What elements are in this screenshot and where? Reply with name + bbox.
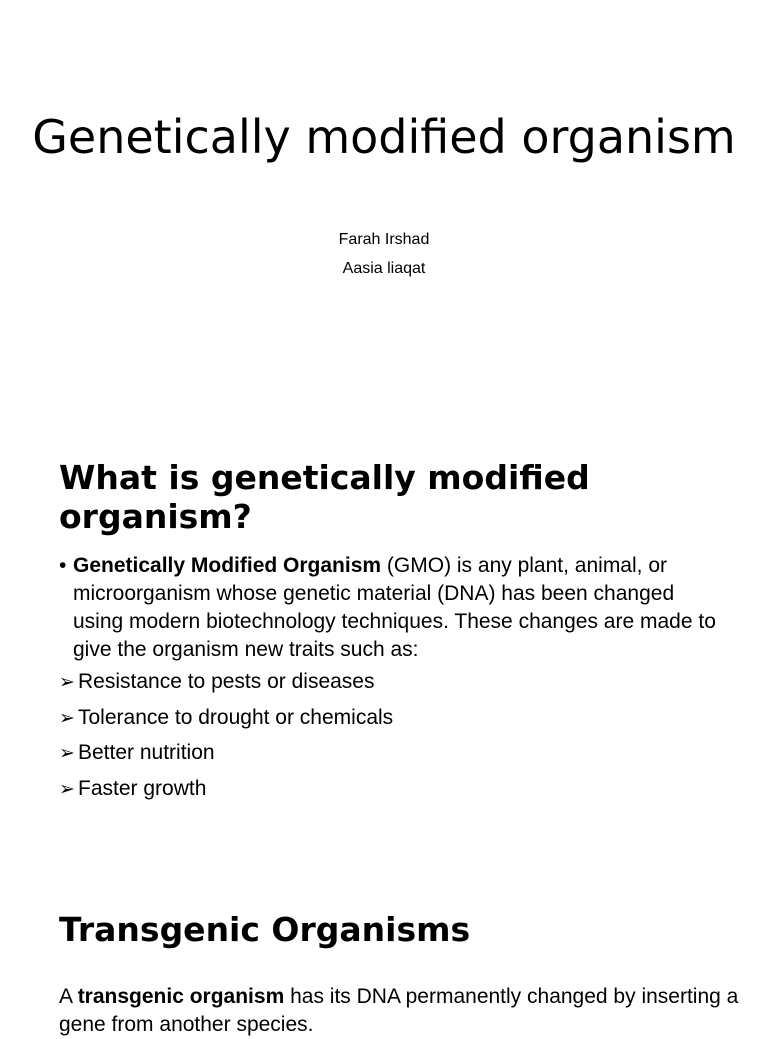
title-slide: [0, 0, 768, 420]
transgenic-term: transgenic organism: [77, 985, 285, 1008]
transgenic-paragraph: [59, 983, 749, 1039]
list-item: [59, 704, 393, 740]
author-name-1: Farah Irshad: [338, 231, 430, 248]
paragraph-prefix: A: [59, 985, 78, 1008]
list-item: [59, 739, 393, 775]
slide-heading: Transgenic Organisms: [59, 910, 471, 949]
arrow-bullet-icon: ➢: [59, 778, 75, 801]
trait-text: Tolerance to drought or chemicals: [78, 705, 394, 729]
trait-text: Faster growth: [78, 777, 207, 801]
transgenic-slide: [0, 860, 768, 1036]
presentation-title: Genetically modified organism: [32, 110, 736, 164]
arrow-bullet-icon: ➢: [59, 671, 75, 693]
arrow-bullet-icon: ➢: [59, 742, 75, 765]
arrow-bullet-icon: ➢: [59, 706, 75, 729]
definition-term: Genetically Modified Organism: [73, 554, 382, 577]
author-name-2: Aasia liaqat: [342, 260, 426, 277]
traits-list: [59, 668, 393, 811]
gmo-definition-slide: [0, 420, 768, 860]
slide-heading: What is genetically modified organism?: [59, 458, 590, 536]
definition-text: (GMO) is any plant, animal, or microorganism whose genetic material (DNA) has been changed using modern biotechnology techniques. These changes are made to give the organism new traits such as:: [73, 554, 716, 661]
list-item: [59, 668, 393, 704]
trait-text: Resistance to pests or diseases: [78, 670, 375, 693]
definition-bullet: [59, 552, 723, 664]
list-item: [59, 775, 393, 811]
bullet-icon: •: [59, 554, 67, 577]
paragraph-text: has its DNA permanently changed by inserting a gene from another species.: [59, 985, 739, 1036]
trait-text: Better nutrition: [78, 741, 215, 765]
